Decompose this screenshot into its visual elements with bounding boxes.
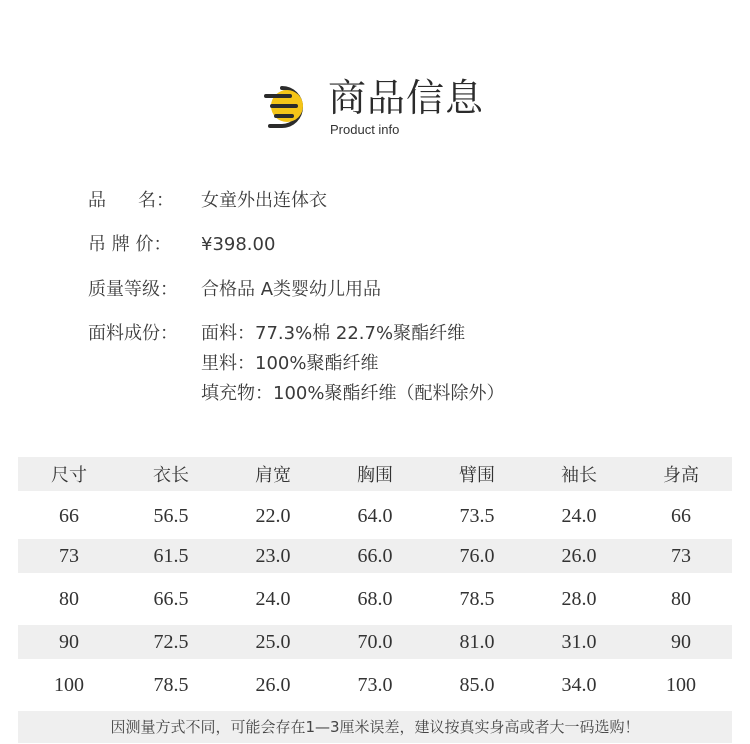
table-cell: 100 (54, 673, 84, 696)
info-label-grade: 质量等级： (88, 279, 178, 300)
info-value-grade: 合格品 A类婴幼儿用品 (201, 279, 382, 300)
table-cell: 66.5 (153, 587, 189, 610)
table-cell: 73.0 (357, 673, 393, 696)
measurement-note: 因测量方式不同，可能会存在1—3厘米误差，建议按真实身高或者大一码选购！ (18, 711, 732, 743)
table-header-cell: 尺寸 (51, 465, 87, 486)
table-row (18, 668, 732, 702)
table-row (18, 499, 732, 533)
table-cell: 23.0 (255, 544, 291, 567)
table-cell: 26.0 (561, 544, 597, 567)
page-title: 商品信息 (328, 76, 485, 120)
table-cell: 81.0 (459, 630, 495, 653)
table-cell: 72.5 (153, 630, 189, 653)
info-value-price: ¥398.00 (201, 234, 276, 255)
info-value-name: 女童外出连体衣 (201, 190, 327, 211)
table-cell: 73 (671, 544, 691, 567)
table-header-cell: 衣长 (153, 465, 189, 486)
table-cell: 78.5 (153, 673, 189, 696)
info-label-fabric: 面料成份： (88, 323, 178, 344)
table-header-cell: 臂围 (459, 465, 495, 486)
table-cell: 85.0 (459, 673, 495, 696)
table-header-cell: 胸围 (357, 465, 393, 486)
table-cell: 66 (59, 504, 79, 527)
table-cell: 66.0 (357, 544, 393, 567)
table-cell: 64.0 (357, 504, 393, 527)
page-subtitle: Product info (330, 122, 400, 137)
table-cell: 90 (671, 630, 691, 653)
info-row-grade (88, 275, 708, 305)
info-row-fabric (88, 319, 708, 404)
table-header-row (18, 457, 732, 491)
table-cell: 78.5 (459, 587, 495, 610)
section-header (262, 76, 522, 140)
table-cell: 22.0 (255, 504, 291, 527)
fabric-line: 面料：77.3%棉 22.7%聚酯纤维 (201, 323, 466, 344)
table-cell: 61.5 (153, 544, 189, 567)
info-label-price: 吊 牌 价： (88, 234, 172, 255)
table-cell: 26.0 (255, 673, 291, 696)
info-row-price (88, 230, 708, 260)
table-header-cell: 肩宽 (255, 465, 291, 486)
table-row (18, 539, 732, 573)
table-cell: 90 (59, 630, 79, 653)
table-cell: 24.0 (255, 587, 291, 610)
table-cell: 25.0 (255, 630, 291, 653)
table-cell: 66 (671, 504, 691, 527)
table-cell: 73.5 (459, 504, 495, 527)
table-cell: 76.0 (459, 544, 495, 567)
table-cell: 80 (671, 587, 691, 610)
table-cell: 34.0 (561, 673, 597, 696)
table-cell: 68.0 (357, 587, 393, 610)
table-header-cell: 袖长 (561, 465, 597, 486)
fabric-line: 里料：100%聚酯纤维 (201, 353, 379, 374)
table-cell: 56.5 (153, 504, 189, 527)
table-cell: 31.0 (561, 630, 597, 653)
table-cell: 100 (666, 673, 696, 696)
table-cell: 70.0 (357, 630, 393, 653)
table-cell: 28.0 (561, 587, 597, 610)
table-header-cell: 身高 (663, 465, 699, 486)
info-row-name (88, 186, 708, 216)
info-label-name: 品 名： (88, 190, 174, 211)
table-row (18, 625, 732, 659)
info-value-fabric (201, 319, 504, 409)
table-row (18, 582, 732, 616)
table-cell: 73 (59, 544, 79, 567)
table-cell: 24.0 (561, 504, 597, 527)
table-cell: 80 (59, 587, 79, 610)
fabric-line: 填充物：100%聚酯纤维（配料除外） (201, 383, 505, 404)
document-icon (262, 82, 316, 132)
